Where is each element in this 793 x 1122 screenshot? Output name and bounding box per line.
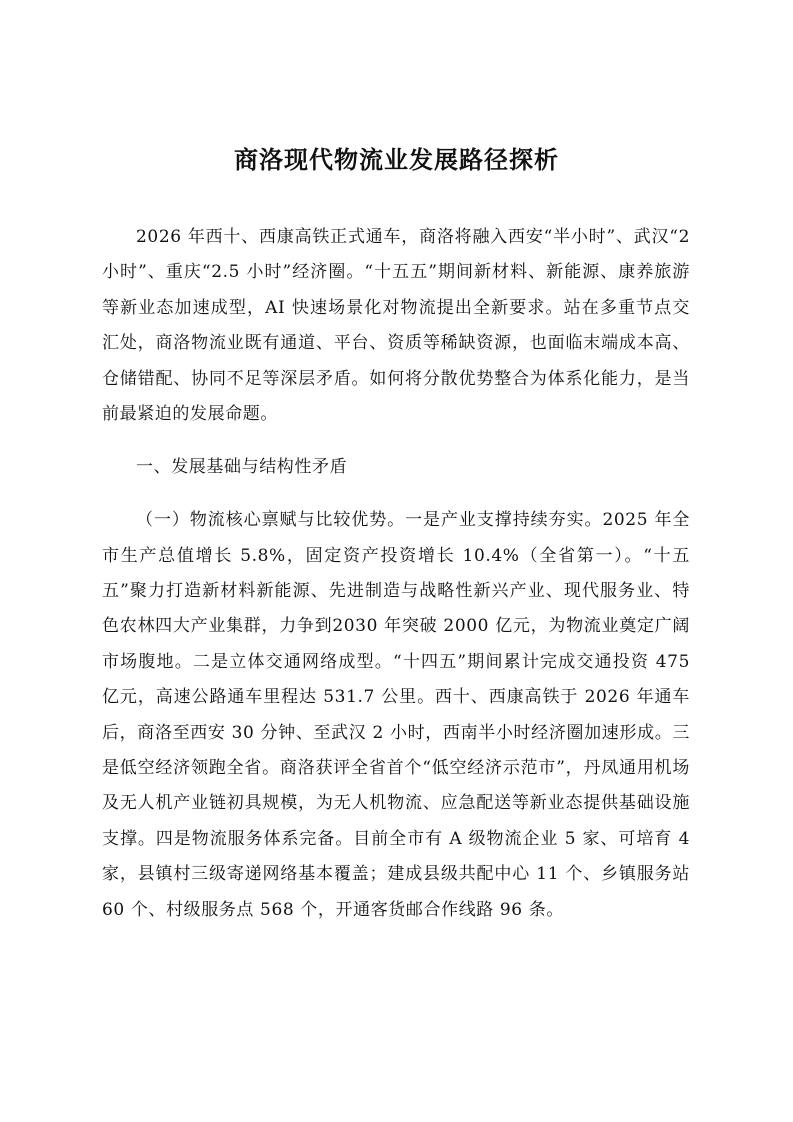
document-body	[102, 220, 690, 928]
body-paragraph: （一）物流核心禀赋与比较优势。一是产业支撑持续夯实。2025 年全市生产总值增长 5.8%，固定资产投资增长 10.4%（全省第一）。“十五五”聚力打造新材料新能源、先进制造与战略性新兴产业、现代服务业、特色农林四大产业集群，力争到2030 年突破 2000 亿元，为物流业奠定广阔市场腹地。二是立体交通网络成型。“十四五”期间累计完成交通投资 475 亿元，高速公路通车里程达 531.7 公里。西十、西康高铁于 2026 年通车后，商洛至西安 30 分钟、至武汉 2 小时，西南半小时经济圈加速形成。三是低空经济领跑全省。商洛获评全省首个“低空经济示范市”，丹凤通用机场及无人机产业链初具规模，为无人机物流、应急配送等新业态提供基础设施支撑。四是物流服务体系完备。目前全市有 A 级物流企业 5 家、可培育 4 家，县镇村三级寄递网络基本覆盖；建成县级共配中心 11 个、乡镇服务站 60 个、村级服务点 568 个，开通客货邮合作线路 96 条。	[102, 510, 690, 920]
intro-paragraph: 2026 年西十、西康高铁正式通车，商洛将融入西安“半小时”、武汉“2 小时”、重庆“2.5 小时”经济圈。“十五五”期间新材料、新能源、康养旅游等新业态加速成型，AI 快速场景化对物流提出全新要求。站在多重节点交汇处，商洛物流业既有通道、平台、资质等稀缺资源，也面临末端成本高、仓储错配、协同不足等深层矛盾。如何将分散优势整合为体系化能力，是当前最紧迫的发展命题。	[102, 227, 690, 425]
section-heading: 一、发展基础与结构性矛盾	[136, 457, 348, 478]
document-title: 商洛现代物流业发展路径探析	[234, 146, 559, 174]
